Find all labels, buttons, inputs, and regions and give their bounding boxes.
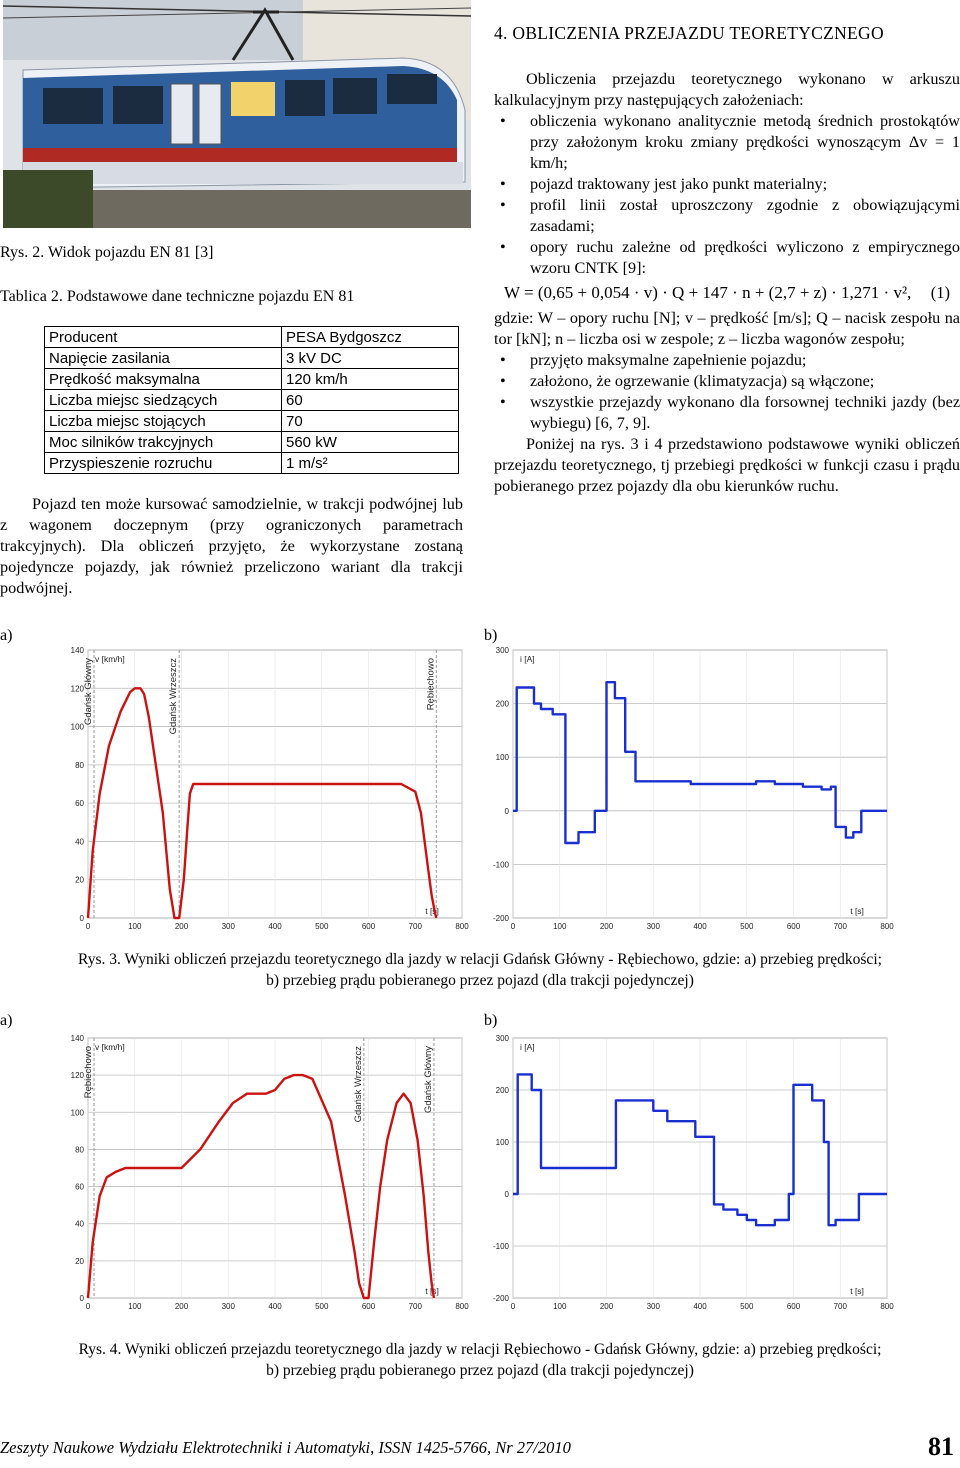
- x-tick-label: 200: [174, 922, 189, 931]
- x-tick-label: 500: [315, 1302, 329, 1311]
- y-axis-label: i [A]: [520, 654, 535, 664]
- spec-value: 60: [282, 390, 459, 411]
- figure-2-caption: Rys. 2. Widok pojazdu EN 81 [3]: [0, 244, 214, 261]
- x-tick-label: 400: [268, 922, 282, 931]
- list-item: • profil linii został uproszczony zgodnie z obowiązującymi zasadami;: [494, 195, 960, 237]
- spec-value: 120 km/h: [282, 369, 459, 390]
- list-item: • obliczenia wykonano analitycznie metodą średnich prostokątów przy założonym kroku zmiany prędkości wynoszącym Δv = 1 km/h;: [494, 111, 960, 174]
- fig4-label-a: a): [0, 1012, 13, 1029]
- fig4a-chart: [50, 1028, 470, 1325]
- y-tick-label: 100: [495, 753, 509, 763]
- y-tick-label: -200: [492, 1294, 509, 1303]
- y-tick-label: 20: [75, 1256, 84, 1266]
- x-tick-label: 200: [599, 1302, 614, 1311]
- fig3a-speed-chart: [50, 640, 470, 940]
- y-tick-label: 0: [79, 914, 84, 923]
- page-number: 81: [928, 1432, 954, 1461]
- fig4-caption: [0, 1339, 960, 1381]
- x-tick-label: 500: [315, 922, 329, 931]
- assumptions-list: [494, 111, 960, 279]
- formula: W = (0,65 + 0,054 · v) · Q + 147 · n + (2,7 + z) · 1,271 · v²,: [504, 283, 912, 302]
- y-tick-label: 140: [70, 1034, 84, 1043]
- x-axis-label: t [s]: [425, 1286, 439, 1296]
- station-label: Gdańsk Wrzeszcz: [168, 658, 180, 735]
- fig3-caption: [0, 949, 960, 991]
- list-item: • pojazd traktowany jest jako punkt materialny;: [494, 174, 960, 195]
- y-tick-label: 120: [70, 1071, 84, 1081]
- where-text: gdzie: W – opory ruchu [N]; v – prędkość [m/s]; Q – nacisk zespołu na tor [kN]; n – liczba osi w zespole; z – liczba wagonów zespołu;: [494, 309, 960, 348]
- y-tick-label: 60: [75, 1182, 84, 1192]
- spec-table-row: [45, 369, 459, 390]
- x-tick-label: 600: [361, 1302, 376, 1311]
- x-tick-label: 700: [408, 922, 422, 931]
- table-2-caption: Tablica 2. Podstawowe dane techniczne pojazdu EN 81: [0, 288, 355, 305]
- spec-label: Napięcie zasilania: [45, 348, 282, 369]
- x-tick-label: 600: [786, 1302, 801, 1311]
- y-tick-label: 200: [495, 1086, 509, 1095]
- x-tick-label: 100: [128, 922, 142, 931]
- x-tick-label: 700: [408, 1302, 422, 1311]
- fig4b-chart: [475, 1028, 895, 1325]
- station-label: Gdańsk Główny: [83, 658, 94, 726]
- fig4a-speed-chart: [50, 1028, 470, 1320]
- journal-citation: Zeszyty Naukowe Wydziału Elektrotechniki i Automatyki, ISSN 1425-5766, Nr 27/2010: [0, 1438, 571, 1457]
- fig3-caption-line1: Rys. 3. Wyniki obliczeń przejazdu teoretycznego dla jazdy w relacji Gdańsk Główny - Rębiechowo, gdzie: a) przebieg prędkości;: [78, 951, 882, 968]
- formula-number: (1): [930, 283, 950, 302]
- fig3-label-a: a): [0, 627, 13, 644]
- spec-table: [44, 326, 459, 474]
- fig3-caption-line2: b) przebieg prądu pobieranego przez pojazd (dla trakcji pojedynczej): [266, 972, 694, 989]
- assumptions-list-2: [494, 350, 960, 434]
- fig4-label-b: b): [484, 1012, 498, 1029]
- x-tick-label: 800: [455, 1302, 469, 1311]
- x-tick-label: 400: [693, 922, 707, 931]
- list-item: • opory ruchu zależne od prędkości wyliczono z empirycznego wzoru CNTK [9]:: [494, 237, 960, 279]
- x-tick-label: 300: [646, 922, 660, 931]
- x-tick-label: 700: [833, 1302, 847, 1311]
- x-tick-label: 300: [221, 922, 235, 931]
- spec-value: PESA Bydgoszcz: [282, 327, 459, 348]
- spec-label: Moc silników trakcyjnych: [45, 432, 282, 453]
- y-tick-label: 0: [79, 1294, 84, 1303]
- x-tick-label: 800: [880, 922, 894, 931]
- intro-paragraph: Obliczenia przejazdu teoretycznego wykonano w arkuszu kalkulacyjnym przy następujących założeniach:: [494, 70, 960, 109]
- section-title: 4. OBLICZENIA PRZEJAZDU TEORETYCZNEGO: [494, 23, 884, 43]
- spec-table-row: [45, 411, 459, 432]
- x-tick-label: 500: [740, 922, 754, 931]
- x-tick-label: 200: [599, 922, 614, 931]
- y-tick-label: 40: [75, 1219, 84, 1229]
- y-axis-label: i [A]: [520, 1042, 535, 1052]
- y-tick-label: 80: [75, 1145, 84, 1155]
- list-item: • założono, że ogrzewanie (klimatyzacja) są włączone;: [494, 371, 960, 392]
- x-tick-label: 300: [221, 1302, 235, 1311]
- y-tick-label: -100: [492, 860, 509, 870]
- x-tick-label: 700: [833, 922, 847, 931]
- y-tick-label: 20: [75, 875, 84, 885]
- train-photo-icon: [3, 0, 471, 228]
- fig3-label-b: b): [484, 627, 498, 644]
- spec-label: Producent: [45, 327, 282, 348]
- x-tick-label: 400: [693, 1302, 707, 1311]
- fig3b-current-chart: [475, 640, 895, 940]
- y-axis-label: v [km/h]: [95, 1042, 125, 1052]
- spec-value: 70: [282, 411, 459, 432]
- spec-table-row: [45, 390, 459, 411]
- spec-label: Liczba miejsc stojących: [45, 411, 282, 432]
- x-tick-label: 0: [85, 1302, 91, 1311]
- station-label: Gdańsk Główny: [422, 1046, 434, 1114]
- x-tick-label: 300: [646, 1302, 660, 1311]
- x-axis-label: t [s]: [850, 906, 864, 916]
- y-tick-label: 200: [495, 699, 509, 709]
- y-tick-label: 300: [495, 646, 509, 655]
- x-tick-label: 600: [361, 922, 376, 931]
- spec-label: Liczba miejsc siedzących: [45, 390, 282, 411]
- y-tick-label: -200: [492, 914, 509, 923]
- spec-table-row: [45, 348, 459, 369]
- spec-table-row: [45, 453, 459, 474]
- station-label: Rębiechowo: [425, 658, 437, 711]
- fig3a-chart: [50, 640, 470, 945]
- formula-line: [494, 282, 960, 308]
- x-tick-label: 100: [553, 922, 567, 931]
- fig4b-current-chart: [475, 1028, 895, 1320]
- list-item: • przyjęto maksymalne zapełnienie pojazdu;: [494, 350, 960, 371]
- x-tick-label: 0: [510, 922, 516, 931]
- x-tick-label: 100: [128, 1302, 142, 1311]
- y-tick-label: 0: [504, 806, 509, 816]
- x-tick-label: 100: [553, 1302, 567, 1311]
- x-tick-label: 600: [786, 922, 801, 931]
- y-tick-label: 100: [70, 722, 84, 732]
- x-tick-label: 200: [174, 1302, 189, 1311]
- train-photo: [3, 0, 471, 228]
- x-axis-label: t [s]: [425, 906, 439, 916]
- fig4-caption-line1: Rys. 4. Wyniki obliczeń przejazdu teoretycznego dla jazdy w relacji Rębiechowo - Gdańsk Główny, gdzie: a) przebieg prędkości;: [78, 1341, 882, 1358]
- x-axis-label: t [s]: [850, 1286, 864, 1296]
- x-tick-label: 400: [268, 1302, 282, 1311]
- closing-paragraph: Poniżej na rys. 3 i 4 przedstawiono podstawowe wyniki obliczeń przejazdu teoretycznego, tj przebiegi prędkości w funkcji czasu i prądu pobieranego przez pojazdy dla obu kierunków ruchu.: [494, 435, 960, 495]
- spec-value: 3 kV DC: [282, 348, 459, 369]
- left-paragraph: Pojazd ten może kursować samodzielnie, w trakcji podwójnej lub z wagonem doczepnym (przy ograniczonych parametrach trakcyjnych). Dla obliczeń przyjęto, że wykorzystane zostaną pojedyncze pojazdy, jak również przeliczono wariant dla trakcji podwójnej.: [0, 495, 463, 597]
- y-tick-label: 40: [75, 837, 84, 847]
- fig4-caption-line2: b) przebieg prądu pobieranego przez pojazd (dla trakcji pojedynczej): [266, 1362, 694, 1379]
- y-tick-label: 120: [70, 684, 84, 694]
- spec-label: Przyspieszenie rozruchu: [45, 453, 282, 474]
- spec-table-row: [45, 327, 459, 348]
- y-tick-label: 100: [495, 1138, 509, 1147]
- x-tick-label: 0: [85, 922, 91, 931]
- y-tick-label: -100: [492, 1242, 509, 1251]
- y-tick-label: 100: [70, 1108, 84, 1118]
- x-tick-label: 800: [880, 1302, 894, 1311]
- right-column-text: [494, 69, 960, 497]
- y-axis-label: v [km/h]: [95, 654, 125, 664]
- y-tick-label: 300: [495, 1034, 509, 1043]
- x-tick-label: 0: [510, 1302, 516, 1311]
- x-tick-label: 800: [455, 922, 469, 931]
- footer: [0, 1438, 960, 1458]
- spec-label: Prędkość maksymalna: [45, 369, 282, 390]
- spec-value: 1 m/s²: [282, 453, 459, 474]
- station-label: Gdańsk Wrzeszcz: [352, 1046, 364, 1123]
- list-item: • wszystkie przejazdy wykonano dla forsownej techniki jazdy (bez wybiegu) [6, 7, 9].: [494, 392, 960, 434]
- y-tick-label: 140: [70, 646, 84, 655]
- x-tick-label: 500: [740, 1302, 754, 1311]
- spec-table-row: [45, 432, 459, 453]
- y-tick-label: 60: [75, 799, 84, 809]
- y-tick-label: 0: [504, 1190, 509, 1199]
- fig3b-chart: [475, 640, 895, 945]
- y-tick-label: 80: [75, 760, 84, 770]
- spec-value: 560 kW: [282, 432, 459, 453]
- station-label: Rębiechowo: [83, 1046, 94, 1099]
